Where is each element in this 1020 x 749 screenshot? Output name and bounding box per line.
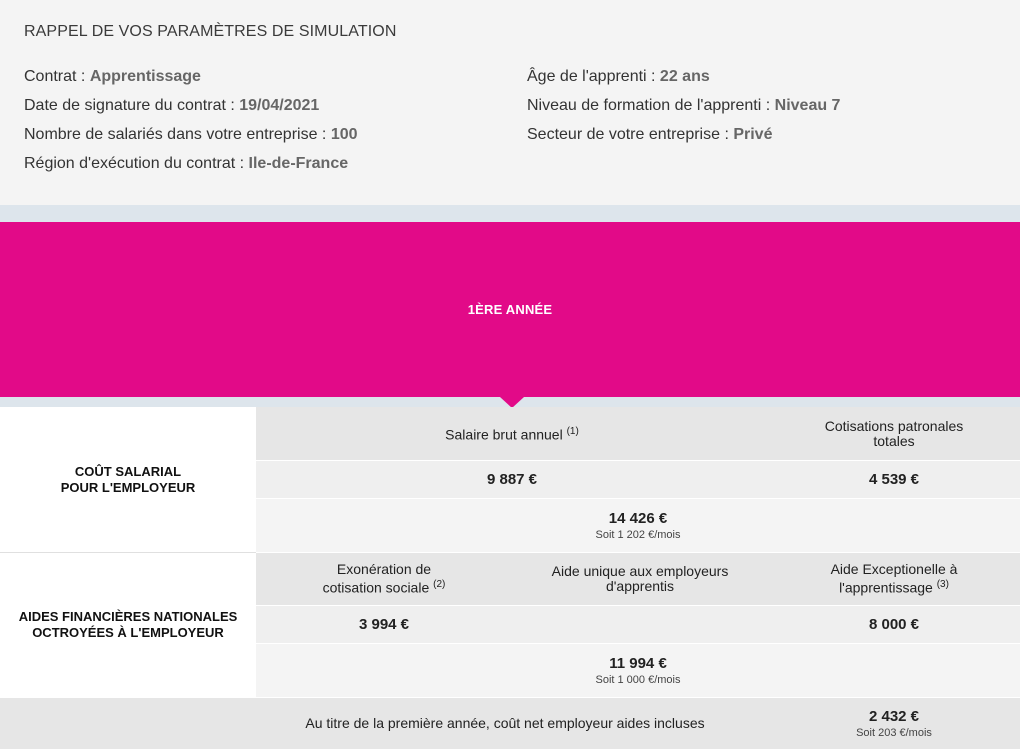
- cotisations-value-cell: [768, 461, 1020, 498]
- param-date-signature: Date de signature du contrat : 19/04/2021: [24, 97, 320, 114]
- cout-net-value-cell: [768, 698, 1020, 749]
- aide-exceptionnelle-value-cell: [768, 606, 1020, 643]
- aides-total-monthly: Soit 1 000 €/mois: [595, 674, 681, 686]
- aide-unique-header: Aide unique aux employeurs d'apprentis: [512, 553, 768, 605]
- section-separator: [0, 205, 1020, 222]
- salaire-brut-value-cell: [256, 461, 768, 498]
- exoneration-value-cell: [256, 606, 512, 643]
- param-region: Région d'exécution du contrat : Ile-de-France: [24, 155, 349, 172]
- aides-financieres-label: AIDES FINANCIÈRES NATIONALES OCTROYÉES À L'EMPLOYEUR: [0, 553, 256, 697]
- cotisations-header: Cotisations patronales totales: [768, 407, 1020, 460]
- param-secteur: Secteur de votre entreprise : Privé: [527, 126, 773, 143]
- cout-net-label-cell: [0, 698, 768, 749]
- cout-net-label: Au titre de la première année, coût net employeur aides incluses: [305, 715, 705, 731]
- param-age-apprenti: Âge de l'apprenti : 22 ans: [527, 68, 710, 85]
- cotisations-value: 4 539 €: [868, 471, 920, 488]
- aide-unique-value-cell: [512, 606, 768, 643]
- cout-net-value: 2 432 €: [868, 708, 920, 725]
- aides-total-value: 11 994 €: [609, 655, 667, 672]
- cout-total-monthly: Soit 1 202 €/mois: [595, 529, 681, 541]
- cout-total-value: 14 426 €: [608, 510, 668, 527]
- aide-exceptionnelle-header: Aide Exceptionelle à l'apprentissage $^{(3)}$: [768, 553, 1020, 605]
- parameters-title: RAPPEL DE VOS PARAMÈTRES DE SIMULATION: [24, 23, 397, 40]
- simulation-parameters-panel: [0, 0, 1020, 205]
- cout-net-monthly: Soit 203 €/mois: [856, 727, 932, 739]
- cout-total-cell: [256, 499, 1020, 552]
- year-tab-title: 1ÈRE ANNÉE: [467, 302, 553, 317]
- param-nombre-salaries: Nombre de salariés dans votre entreprise : 100: [24, 126, 358, 143]
- salaire-brut-header: Salaire brut annuel $^{(1)}$: [256, 407, 768, 460]
- cout-salarial-label: COÛT SALARIAL POUR L'EMPLOYEUR: [0, 407, 256, 552]
- aide-exceptionnelle-value: 8 000 €: [868, 616, 920, 633]
- aides-total-cell: [256, 644, 1020, 697]
- param-contrat: Contrat : Apprentissage: [24, 68, 201, 85]
- exoneration-value: 3 994 €: [358, 616, 410, 633]
- param-niveau-formation: Niveau de formation de l'apprenti : Niveau 7: [527, 97, 841, 114]
- salaire-brut-value: 9 887 €: [486, 471, 538, 488]
- exoneration-header: Exonération de cotisation sociale $^{(2)}$: [256, 553, 512, 605]
